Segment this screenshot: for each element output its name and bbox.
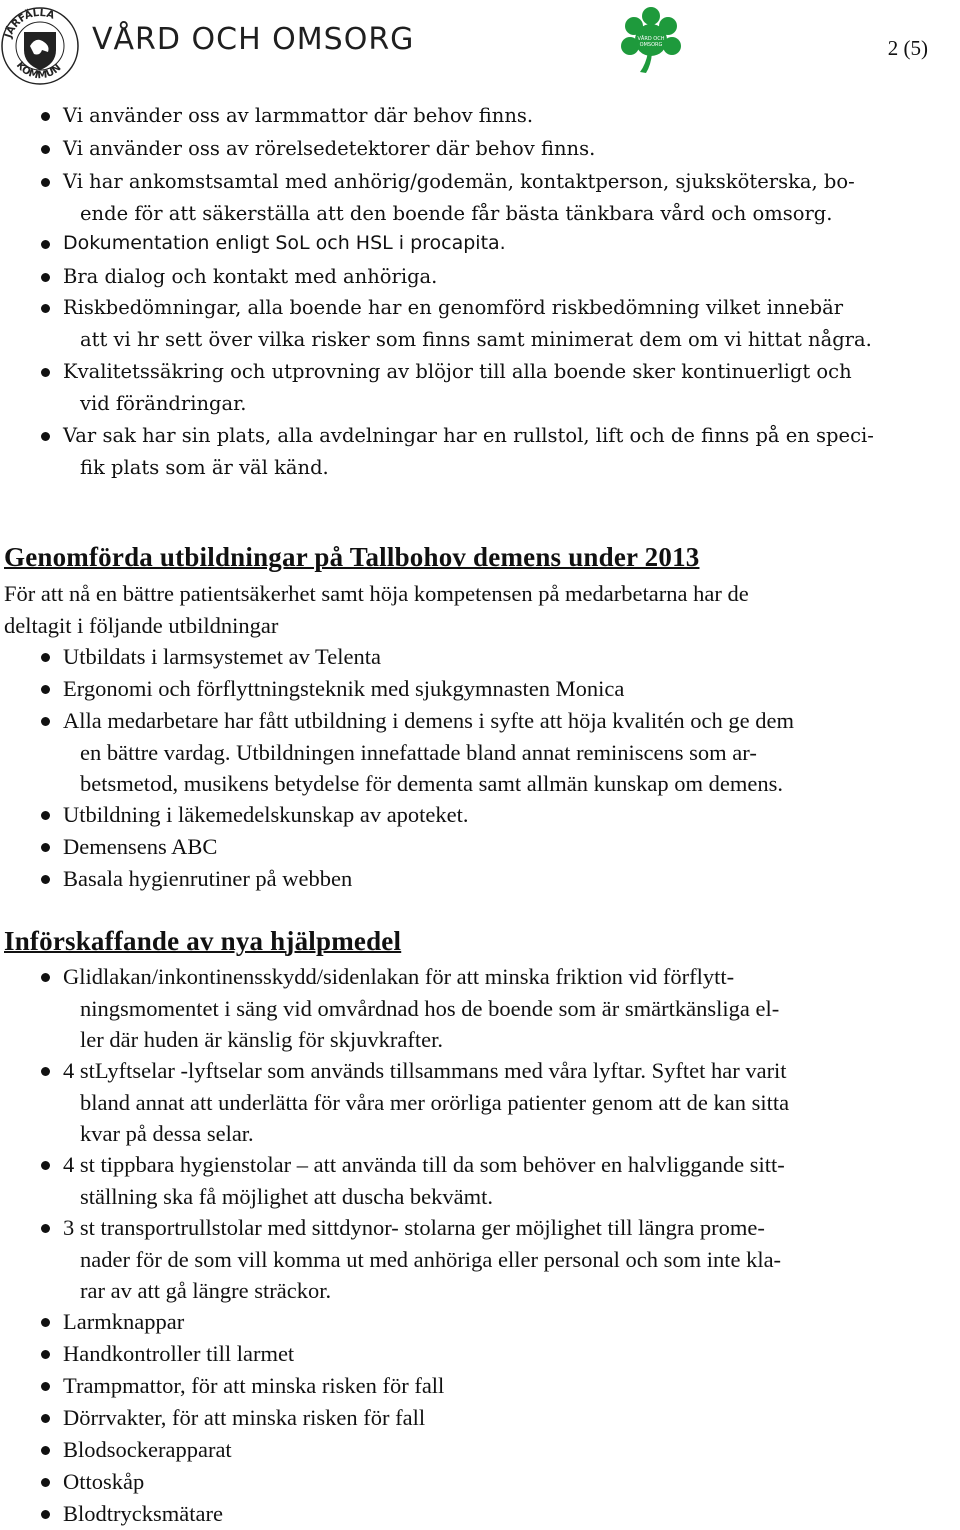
section-heading-aids: Införskaffande av nya hjälpmedel [4, 926, 402, 956]
list-item-text: rar av att gå längre sträckor. [80, 1278, 332, 1304]
list-item-text: 4 st tippbara hygienstolar – att använda till da som behöver en halvliggande sitt- [63, 1152, 785, 1177]
bullet-icon [41, 368, 50, 377]
list-item-text: en bättre vardag. Utbildningen innefattade bland annat reminiscens som ar- [80, 739, 757, 765]
list-item-text: Trampmattor, för att minska risken för fall [63, 1373, 445, 1398]
bullet-icon [41, 1510, 50, 1519]
section-intro-paragraph [4, 578, 944, 641]
list-item-text: betsmetod, musikens betydelse för dementa samt allmän kunskap om demens. [80, 771, 783, 797]
list-item-text: Basala hygienrutiner på webben [63, 866, 353, 891]
bullet-icon [41, 653, 50, 662]
svg-text:VÅRD OCH: VÅRD OCH [637, 36, 665, 42]
list-item-text: 4 stLyftselar -lyftselar som används tillsammans med våra lyftar. Syftet har varit [63, 1058, 787, 1083]
list-item-text: Dörrvakter, för att minska risken för fall [63, 1405, 426, 1430]
bullet-icon [41, 1350, 50, 1359]
paragraph-line: deltagit i följande utbildningar [4, 612, 279, 638]
list-item-text: Blodtrycksmätare [63, 1501, 223, 1526]
jarfalla-kommun-crest-logo [0, 6, 80, 86]
svg-text:OMSORG: OMSORG [639, 42, 663, 48]
bullet-icon [41, 145, 50, 154]
list-item-text: Alla medarbetare har fått utbildning i demens i syfte att höja kvalitén och ge dem [63, 708, 795, 733]
svg-text:KOMMUN: KOMMUN [13, 60, 64, 82]
bullet-icon [41, 685, 50, 694]
list-item-text: Vi har ankomstsamtal med anhörig/godemän, kontaktperson, sjuksköterska, bo- [63, 170, 855, 193]
page-header [0, 0, 960, 95]
list-item-text: nader för de som vill komma ut med anhöriga eller personal och som inte kla- [80, 1246, 782, 1272]
bullet-icon [41, 811, 50, 820]
list-item-text: Vi använder oss av larmmattor där behov finns. [63, 104, 534, 127]
list-item-text: fik plats som är väl känd. [80, 455, 329, 479]
list-item-text: Glidlakan/inkontinensskydd/sidenlakan för att minska friktion vid förflytt- [63, 964, 735, 989]
list-item-text: Kvalitetssäkring och utprovning av blöjor till alla boende sker kontinuerligt och [63, 360, 852, 383]
list-item-text: ler där huden är känslig för skjuvkrafter. [80, 1027, 443, 1053]
bullet-icon [41, 304, 50, 313]
bullet-icon [41, 1382, 50, 1391]
bullet-icon [41, 1414, 50, 1423]
list-item-text: Dokumentation enligt SoL och HSL i procapita. [63, 232, 506, 254]
vard-och-omsorg-clover-logo [618, 6, 684, 74]
section-heading-training: Genomförda utbildningar på Tallbohov demens under 2013 [4, 542, 700, 572]
list-item-text: vid förändringar. [80, 391, 247, 415]
bullet-icon [41, 1224, 50, 1233]
bullet-icon [41, 875, 50, 884]
bullet-icon [41, 178, 50, 187]
list-item-text: kvar på dessa selar. [80, 1121, 254, 1147]
svg-text:JÄRFÄLLA: JÄRFÄLLA [3, 7, 56, 40]
list-item-text: att vi hr sett över vilka risker som finns samt minimerat dem om vi hittat några. [80, 327, 872, 351]
bullet-icon [41, 717, 50, 726]
list-item-text: Utbildning i läkemedelskunskap av apoteket. [63, 802, 469, 827]
bullet-icon [41, 432, 50, 441]
bullet-icon [41, 1318, 50, 1327]
paragraph-line: För att nå en bättre patientsäkerhet samt höja kompetensen på medarbetarna har de [4, 581, 749, 606]
bullet-icon [41, 240, 50, 249]
list-item-text: Var sak har sin plats, alla avdelningar har en rullstol, lift och de finns på en speci- [63, 424, 874, 447]
bullet-icon [41, 973, 50, 982]
list-item-text: Ottoskåp [63, 1469, 145, 1494]
page-number: 2 (5) [887, 36, 928, 60]
bullet-icon [41, 1161, 50, 1170]
list-item-text: Larmknappar [63, 1309, 185, 1334]
list-item-text: Bra dialog och kontakt med anhöriga. [63, 265, 438, 288]
list-item-text: ende för att säkerställa att den boende får bästa tänkbara vård och omsorg. [80, 201, 833, 225]
bullet-icon [41, 273, 50, 282]
list-item-text: Vi använder oss av rörelsedetektorer där behov finns. [63, 137, 596, 160]
department-title: VÅRD OCH OMSORG [92, 22, 415, 57]
list-item-text: Riskbedömningar, alla boende har en genomförd riskbedömning vilket innebär [63, 296, 844, 319]
bullet-icon [41, 843, 50, 852]
list-item-text: 3 st transportrullstolar med sittdynor- stolarna ger möjlighet till längra prome- [63, 1215, 765, 1240]
bullet-icon [41, 1067, 50, 1076]
list-item-text: ställning ska få möjlighet att duscha bekvämt. [80, 1183, 494, 1209]
bullet-icon [41, 1478, 50, 1487]
list-item-text: Ergonomi och förflyttningsteknik med sjukgymnasten Monica [63, 676, 625, 701]
list-item-text: Utbildats i larmsystemet av Telenta [63, 644, 381, 669]
bullet-icon [41, 1446, 50, 1455]
bullet-icon [41, 112, 50, 121]
list-item-text: Demensens ABC [63, 834, 218, 859]
list-item-text: ningsmomentet i säng vid omvårdnad hos de boende som är smärtkänsliga el- [80, 995, 780, 1021]
list-item-text: Blodsockerapparat [63, 1437, 232, 1462]
list-item-text: bland annat att underlätta för våra mer orörliga patienter genom att de kan sitta [80, 1089, 790, 1115]
list-item-text: Handkontroller till larmet [63, 1341, 295, 1366]
